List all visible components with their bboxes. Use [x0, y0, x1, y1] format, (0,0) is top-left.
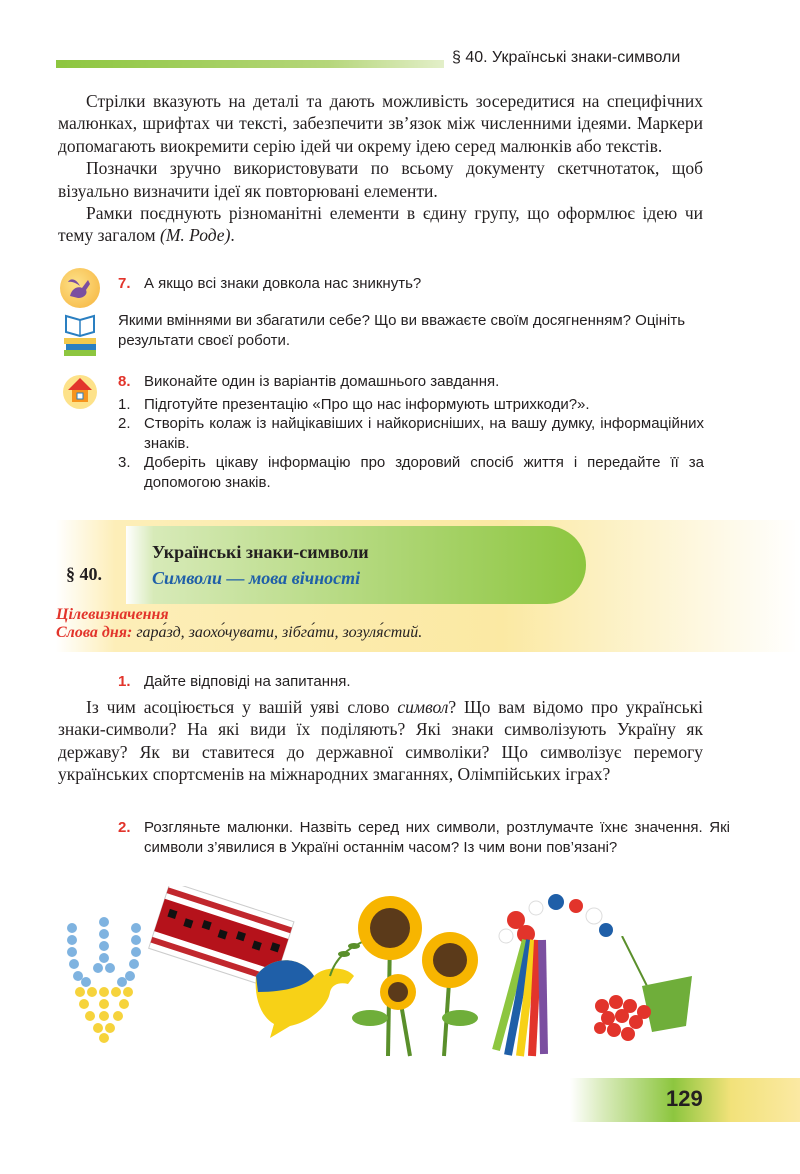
page-number-band	[570, 1078, 800, 1122]
viburnum-icon	[582, 936, 702, 1056]
body-text-top	[58, 90, 703, 247]
reflection-text: Якими вміннями ви збагатили себе? Що ви вважаєте своїм досягненням? Оцініть результати своєї роботи.	[118, 312, 686, 349]
task-8	[118, 372, 704, 492]
pegasus-icon	[60, 268, 100, 308]
list-item: 3. Доберіть цікаву інформацію про здоровий спосіб життя і передайте її за допомогою знаків.	[118, 454, 704, 491]
task-7-text: А якщо всі знаки довкола нас зникнуть?	[144, 275, 422, 292]
task-1-questions: Із чим асоціюється у вашій уяві слово символ? Що вам відомо про українські знаки-символи? На які види їх поділяють? Які знаки символізують Україну як державу? Як ви ставитеся до державної символіки? Що символізує перемогу українських спортсменів на міжнародних змаганнях, Олімпійських іграх?	[58, 697, 703, 785]
section-title: Українські знаки-символи	[152, 542, 369, 562]
goal-label: Цілевизначення	[56, 606, 169, 623]
task-7	[118, 274, 703, 294]
task-1	[118, 672, 704, 692]
task-2-number: 2.	[118, 819, 131, 836]
books-icon	[60, 310, 100, 360]
task-7-number: 7.	[118, 275, 131, 292]
task-1-number: 1.	[118, 673, 131, 690]
list-item: 2. Створіть колаж із найцікавіших і найкорисніших, на вашу думку, інформаційних знаків.	[118, 415, 704, 452]
task-2-text: Розгляньте малюнки. Назвіть серед них символи, розтлумачте їхнє значення. Які символи з’явилися в Україні останнім часом? Із чим вони пов’язані?	[144, 819, 730, 856]
citation: (М. Роде)	[160, 225, 231, 246]
running-header: § 40. Українські знаки-символи	[452, 49, 681, 66]
paragraph-arrows: Стрілки вказують на деталі та дають можливість зосередитися на специфічних малюнках, шрифтах чи тексті, забезпечити зв’язок між численними ідеями. Маркери допомагають виокремити серію ідей чи окрему ідею серед малюнків або текстів.	[58, 91, 703, 156]
task-8-number: 8.	[118, 373, 131, 390]
section-number: § 40.	[66, 564, 102, 584]
sunflowers-icon	[340, 888, 490, 1058]
header-rule	[56, 60, 444, 68]
word-symbol: символ	[397, 697, 449, 717]
paragraph-frames: Рамки поєднують різноманітні елементи в єдину групу, що оформлює ідею чи тему загалом (М. Роде).	[58, 203, 703, 246]
homework-list	[118, 395, 704, 493]
house-icon	[60, 370, 100, 410]
task-1-text: Дайте відповіді на запитання.	[144, 673, 351, 690]
green-title-band	[126, 526, 586, 604]
list-item: 1. Підготуйте презентацію «Про що нас інформують штрихкоди?».	[118, 395, 590, 413]
paragraph-marks: Позначки зручно використовувати по всьому документу скетчнотаток, щоб візуально визначити ідеї як повторювані елементи.	[58, 158, 703, 201]
page-number: 129	[666, 1086, 703, 1111]
trident-icon	[64, 916, 144, 1046]
symbols-illustration	[56, 880, 736, 1060]
task-2	[118, 818, 730, 857]
section-heading-band	[56, 520, 800, 652]
words-of-day: Слова дня: гара́зд, заохо́чувати, зібга́ти, зозуля́стий.	[56, 624, 423, 641]
section-subtitle: Символи — мова вічності	[152, 568, 361, 588]
task-8-text: Виконайте один із варіантів домашнього завдання.	[144, 373, 500, 390]
